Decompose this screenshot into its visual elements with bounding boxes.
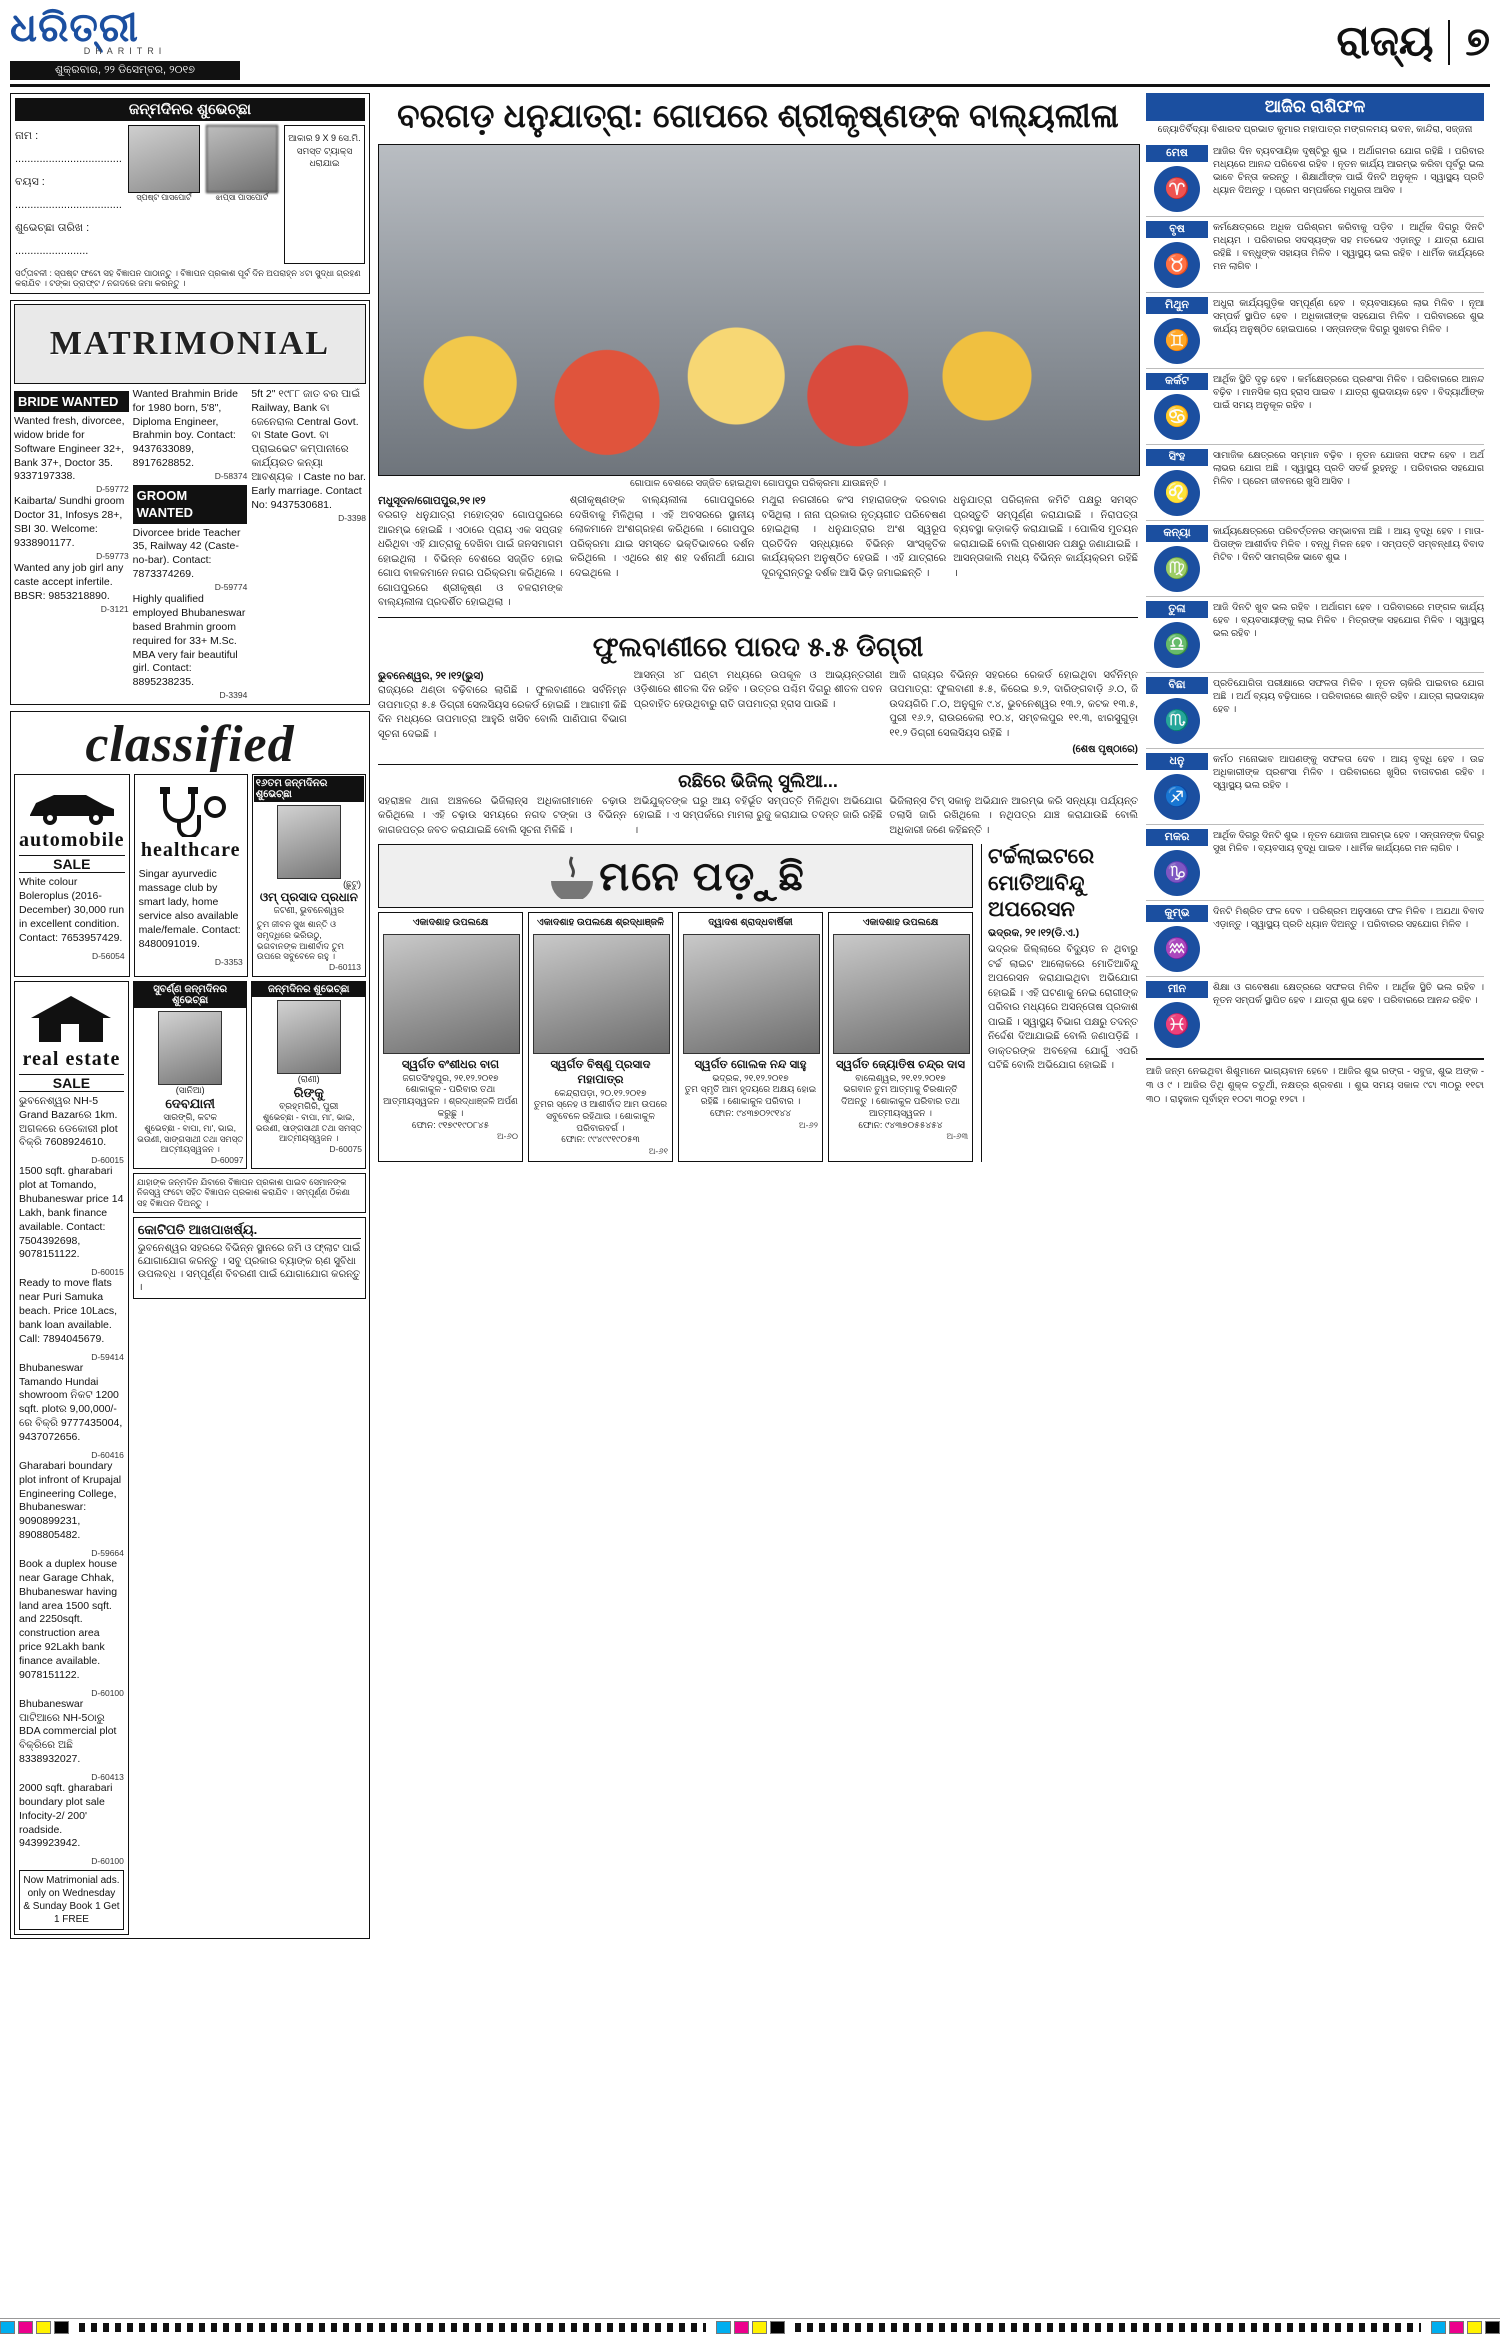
- obituary-phone: ଫୋନ: ୯୯୪୯୯୧୯୦୫୩: [561, 1134, 640, 1145]
- swatch-group-right: [1431, 2321, 1500, 2334]
- swatch-cyan: [1431, 2321, 1446, 2334]
- third-story: [378, 771, 1138, 839]
- ad-ref: D-59773: [96, 550, 129, 561]
- obituary-item: [678, 912, 823, 1162]
- lead-photo: [378, 144, 1140, 476]
- ad-ref: D-60416: [91, 1449, 124, 1460]
- swatch-cyan: [716, 2321, 731, 2334]
- sign-name: କର୍କଟ: [1146, 373, 1208, 390]
- birthday-greeting-box: [10, 93, 370, 294]
- greeting-name: ଦେବଯାନୀ: [165, 1095, 215, 1111]
- realestate-label: real estate: [22, 1047, 121, 1070]
- masthead: [10, 5, 1490, 87]
- lead-photo-image: [379, 145, 1139, 475]
- mane-padhithi-section: [378, 844, 973, 1162]
- automobile-ad: White colour Boleroplus (2016- December) 30,000 run in excellent condition. Contact: 7653957429.: [19, 876, 125, 944]
- realestate-ad: Bhubaneswar Tamando Hundai showroom ନିକଟ 1200 sqft. plotର 9,00,000/- ରେ ବିକ୍ରି 9777435004, 9437072656.: [19, 1361, 123, 1443]
- horoscope-sign-bichha: [1146, 673, 1484, 749]
- obituary-item: [378, 912, 523, 1162]
- greeting-name: ଓମ୍ ପ୍ରସାଦ ପ୍ରଧାନ: [259, 890, 358, 905]
- obituary-item: [828, 912, 973, 1162]
- swatch-group-left: [0, 2321, 69, 2334]
- matrimonial-ad: 5ft 2" ୧୯୮୮ ଜାତ ବର ପାଇଁ Railway, Bank ବା ଜେନେରାଲ Central Govt. ବା State Govt. ବା ପ୍ରାଇଭେଟ କମ୍ପାନୀରେ କାର୍ଯ୍ୟରତ କନ୍ୟା ଆବଶ୍ୟକ । Caste no bar. Early marriage. Contact No: 9437530681.: [251, 387, 366, 511]
- healthcare-label: healthcare: [140, 839, 241, 862]
- page-number: ୭: [1448, 20, 1490, 65]
- sign-emblem-block: [1146, 601, 1208, 668]
- sagittarius-icon: ♐: [1154, 774, 1200, 820]
- swatch-black: [1485, 2321, 1500, 2334]
- sign-name: ମୀନ: [1146, 981, 1208, 998]
- weather-column-1: [378, 669, 627, 758]
- greeting-card-1: [252, 774, 366, 977]
- mane-padhithi-banner: [378, 844, 973, 908]
- obituary-place: ଭଦ୍ରକ, ୨୧.୧୨.୨୦୧୭: [712, 1072, 789, 1083]
- lead-body-columns: [378, 494, 1138, 611]
- third-column-1: ସହରାଞ୍ଚଳ ଥାନା ଅଞ୍ଚଳରେ ଭିଜିଲାନ୍ସ ଅଧିକାରୀମାନେ ଚଢ଼ାଉ କରିଥିଲେ । ଏହି ଚଢ଼ାଉ ସମୟରେ ନଗଦ ଟଙ୍କା ଓ ବିଭିନ୍ନ କାଗଜପତ୍ର ଜବତ କରାଯାଇଛି ବୋଲି ସୂଚନା ମିଳିଛି ।: [378, 795, 627, 836]
- swatch-cyan: [0, 2321, 15, 2334]
- realestate-sale-label: SALE: [19, 1074, 124, 1092]
- sign-emblem-block: [1146, 145, 1208, 212]
- lead-photo-caption: ଗୋପାଳ ବେଶରେ ସଜ୍ଜିତ ହୋଇଥିବା ଗୋପପୁର ପରିକ୍ରମା ଯାଉଛନ୍ତି ।: [629, 478, 887, 490]
- obituary-item: [528, 912, 673, 1162]
- greeting-message: ଶୁଭେଚ୍ଛା - ବାପା, ମା', ଭାଇ, ଭଉଣୀ, ସାଙ୍ଗସାଥୀ ତଥା ସମସ୍ତ ଆତ୍ମୀୟସ୍ୱଜନ ।: [137, 1122, 244, 1155]
- obituary-photo: [833, 934, 970, 1054]
- gemini-icon: ♊: [1154, 318, 1200, 364]
- sign-text: କର୍ମଠ ମନୋଭାବ ଆପଣଙ୍କୁ ସଫଳତା ଦେବ । ଆୟ ବୃଦ୍ଧି ହେବ । ଉଚ୍ଚ ଅଧିକାରୀଙ୍କ ପ୍ରଶଂସା ମିଳିବ । ପରିବାରରେ ଖୁସିର ବାତାବରଣ ରହିବ । ସ୍ୱାସ୍ଥ୍ୟ ଭଲ ରହିବ ।: [1213, 753, 1484, 791]
- sign-emblem-block: [1146, 449, 1208, 516]
- aquarius-icon: ♒: [1154, 926, 1200, 972]
- horoscope-sign-mithuna: [1146, 293, 1484, 369]
- swatch-yellow: [752, 2321, 767, 2334]
- third-column-2: ଅଭିଯୁକ୍ତଙ୍କ ଘରୁ ଆୟ ବହିର୍ଭୂତ ସମ୍ପତ୍ତି ମିଳିଥିବା ଅଭିଯୋଗ ହୋଇଛି । ଏ ସମ୍ପର୍କରେ ମାମଲା ରୁଜୁ କରାଯାଇ ତଦନ୍ତ ଜାରି ରହିଛି ।: [633, 795, 883, 836]
- car-icon: [24, 785, 120, 827]
- lead-text: ବରଗଡ଼ ଧନୁଯାତ୍ରା ମହୋତ୍ସବ ଗୋପପୁରରେ ଆରମ୍ଭ ହୋଇଛି । ଏଠାରେ ପ୍ରାୟ ଏକ ସପ୍ତାହ ଧରିଥିବା ଏହି ଯାତ୍ରାକୁ ଦେଖିବା ପାଇଁ ଜନସମାଗମ ହୋଇଥିଲା । ବିଭିନ୍ନ ବେଶରେ ସଜ୍ଜିତ ହୋଇ ଗୋପ ବାଳକମାନେ ନଗର ପରିକ୍ରମା କରିଥିଲେ । ଗୋପପୁରରେ ଶ୍ରୀକୃଷ୍ଣ ଓ ବଳରାମଙ୍କ ବାଲ୍ୟଲୀଳା ପ୍ରଦର୍ଶିତ ହୋଇଥିଲା ।: [378, 510, 563, 609]
- ad-ref: ଅ-୬୧: [648, 1146, 668, 1157]
- birthday-photo-sample-2: [206, 125, 278, 264]
- third-columns: [378, 795, 1138, 839]
- ad-ref: D-60100: [91, 1856, 124, 1867]
- divider: [378, 617, 1138, 618]
- obituary-row: [378, 912, 973, 1162]
- sign-text: ଆର୍ଥିକ ସ୍ଥିତି ଦୃଢ଼ ହେବ । କର୍ମକ୍ଷେତ୍ରରେ ପ୍ରଶଂସା ମିଳିବ । ପରିବାରରେ ଆନନ୍ଦ ବଢ଼ିବ । ମାନସିକ ଚାପ ହ୍ରାସ ପାଇବ । ଯାତ୍ରା ଶୁଭଦାୟକ ହେବ । ବିଦ୍ୟାର୍ଥୀଙ୍କ ପାଇଁ ସମୟ ଅନୁକୂଳ ରହିବ ।: [1213, 373, 1484, 411]
- horoscope-sign-kanya: [1146, 521, 1484, 597]
- koti-box: [133, 1217, 366, 1299]
- obituary-message: ଶୋକାକୁଳ - ପରିବାର ତଥା ଆତ୍ମୀୟସ୍ୱଜନ । ଶ୍ରଦ୍ଧାଞ୍ଜଳି ଅର୍ପଣ କରୁଛୁ ।: [383, 1084, 518, 1118]
- swatch-yellow: [1467, 2321, 1482, 2334]
- birthday-form-fields: [15, 125, 122, 264]
- scorpio-icon: ♏: [1154, 698, 1200, 744]
- eye-dateline: ଭଦ୍ରକ, ୨୧।୧୨(ଡି.ଏ.): [988, 927, 1080, 940]
- horoscope-header: ଆଜିର ରାଶିଫଳ: [1146, 93, 1484, 121]
- ad-ref: D-60413: [91, 1771, 124, 1782]
- greeting-message: ଶୁଭେଚ୍ଛା - ବାପା, ମା', ଭାଇ, ଭଉଣୀ, ସାଙ୍ଗସାଥୀ ତଥା ସମସ୍ତ ଆତ୍ମୀୟସ୍ୱଜନ ।: [255, 1111, 362, 1144]
- weather-dateline: ଭୁବନେଶ୍ୱର, ୨୧।୧୨(ଭୁସ): [378, 669, 484, 682]
- birthday-field-age[interactable]: ବୟସ : ...................................: [15, 176, 122, 212]
- horoscope-sign-kumbha: [1146, 901, 1484, 977]
- obituary-name: ସ୍ୱର୍ଗତ ଜ୍ୟୋତିଷ ଚନ୍ଦ୍ର ଦାସ: [836, 1058, 965, 1071]
- matrimonial-ad: Highly qualified employed Bhubaneswar based Brahmin groom required for 33+ M.Sc. MBA very fair beautiful girl. Contact: 8895238235.: [132, 593, 246, 689]
- sign-emblem-block: [1146, 221, 1208, 288]
- koti-body: ଭୁବନେଶ୍ୱର ସହରରେ ବିଭିନ୍ନ ସ୍ଥାନରେ ଜମି ଓ ଫ୍ଲାଟ ପାଇଁ ଯୋଗାଯୋଗ କରନ୍ତୁ । ସବୁ ପ୍ରକାର ବ୍ୟାଙ୍କ ଋଣ ସୁବିଧା ଉପଲବ୍ଧ । ସମ୍ପୂର୍ଣ୍ଣ ବିବରଣୀ ପାଇଁ ଯୋଗାଯୋଗ କରନ୍ତୁ ।: [137, 1242, 361, 1293]
- registration-line-right: [795, 2323, 1422, 2332]
- matrimonial-ad: Divorcee bride Teacher 35, Railway 42 (Caste-no-bar). Contact: 7873374269.: [132, 526, 241, 581]
- print-registration-bar: [0, 2318, 1500, 2335]
- sign-emblem-block: [1146, 525, 1208, 592]
- healthcare-ad: Singar ayurvedic massage club by smart lady, home service also available male/female. Contact: 8480091019.: [138, 868, 241, 950]
- obituary-occasion: ଦ୍ୱାଦଶ ଶ୍ରାଦ୍ଧବାର୍ଷିକୀ: [708, 917, 793, 929]
- weather-columns: [378, 669, 1138, 758]
- sample-photo-clear: [128, 125, 200, 193]
- ad-ref: D-3394: [219, 690, 248, 701]
- sign-text: ଦିନଟି ମିଶ୍ରିତ ଫଳ ଦେବ । ପରିଶ୍ରମ ଅନୁସାରେ ଫଳ ମିଳିବ । ଅଯଥା ବିବାଦ ଏଡ଼ାନ୍ତୁ । ସ୍ୱାସ୍ଥ୍ୟ ପ୍ରତି ଧ୍ୟାନ ଦିଅନ୍ତୁ । ପରିବାରର ସହଯୋଗ ମିଳିବ ।: [1213, 905, 1484, 929]
- masthead-section: [1336, 18, 1490, 66]
- ad-ref: D-3121: [100, 603, 129, 614]
- greeting-cards-column: [133, 981, 366, 1935]
- classified-section: [10, 711, 370, 1939]
- weather-story: [378, 624, 1138, 758]
- weather-text: ଆଜି ରାଜ୍ୟର ବିଭିନ୍ନ ସହରରେ ରେକର୍ଡ ହୋଇଥିବା ସର୍ବନିମ୍ନ ତାପମାତ୍ରା: ଫୁଲବାଣୀ ୫.୫, କିରେଇ ୭.୨, ଦାରିଙ୍ଗବାଡ଼ି ୬.୦, ଜି ଉଦୟଗିରି ୮.୦, ଅନୁଗୁଳ ୯.୪, ଭୁବନେଶ୍ୱର ୧୩.୨, କଟକ ୧୩.୫, ପୁରୀ ୧୬.୨, ରାଉରକେଲା ୧୦.୪, ସମ୍ବଲପୁର ୧୧.୩, ଝାରସୁଗୁଡ଼ା ୧୧.୨ ଡିଗ୍ରୀ ସେଲସିୟସ ରହିଛି ।: [889, 669, 1139, 739]
- obituary-occasion: ଏକାଦଶାହ ଉପଲକ୍ଷେ ଶ୍ରଦ୍ଧାଞ୍ଜଳି: [537, 917, 664, 929]
- greeting-header: ସୁବର୍ଣ୍ଣ ଜନ୍ମଦିନର ଶୁଭେଚ୍ଛା: [134, 982, 247, 1008]
- matrimonial-columns: [14, 388, 366, 702]
- sample-photo-clear-caption: ସ୍ପଷ୍ଟ ପାସପୋର୍ଟ: [136, 193, 192, 202]
- sign-text: ଶିକ୍ଷା ଓ ଗବେଷଣା କ୍ଷେତ୍ରରେ ସଫଳତା ମିଳିବ । ଆର୍ଥିକ ସ୍ଥିତି ଭଲ ରହିବ । ନୂତନ ସମ୍ପର୍କ ସ୍ଥାପିତ ହେବ । ଯାତ୍ରା ଶୁଭ ହେବ । ପରିବାରରେ ଆନନ୍ଦ ରହିବ ।: [1213, 981, 1484, 1005]
- sign-emblem-block: [1146, 297, 1208, 364]
- realestate-ad: 1500 sqft. gharabari plot at Tomando, Bhubaneswar price 14 Lakh, bank finance available. Contact: 7504392698, 9078151122.: [19, 1165, 124, 1261]
- third-column-3: ଭିଜିଲାନ୍ସ ଟିମ୍ ସକାଳୁ ଅଭିଯାନ ଆରମ୍ଭ କରି ସନ୍ଧ୍ୟା ପର୍ଯ୍ୟନ୍ତ ତଲାସି ଜାରି ରଖିଥିଲେ । ନଥିପତ୍ର ଯାଞ୍ଚ କରାଯାଉଛି ବୋଲି ଅଧିକାରୀ ଜଣେ କହିଛନ୍ତି ।: [889, 795, 1139, 836]
- birthday-box-body: [15, 125, 365, 264]
- ad-ref: D-59774: [214, 581, 248, 592]
- greeting-place: ବ୍ରହ୍ମଗିରି, ପୁରୀ: [279, 1100, 339, 1111]
- obituary-phone: ଫୋନ: ୯୪୩୭୦୫୫୪୫୪: [858, 1119, 943, 1130]
- diya-lamp-icon: [545, 853, 599, 899]
- matrimonial-col-1: [14, 388, 129, 702]
- ad-ref: D-56054: [91, 950, 125, 961]
- greeting-tag: (ରାଣୀ): [297, 1073, 320, 1084]
- obituary-photo: [383, 934, 520, 1054]
- weather-headline: ଫୁଲବାଣୀରେ ପାରଦ ୫.୫ ଡିଗ୍ରୀ: [592, 631, 924, 662]
- obituary-place: ଜଗତସିଂହପୁର, ୨୧.୧୨.୨୦୧୭: [402, 1072, 499, 1083]
- sign-name: କନ୍ୟା: [1146, 525, 1208, 542]
- greeting-name: ରିଙ୍କୁ: [293, 1084, 324, 1100]
- house-icon: [23, 992, 119, 1046]
- horoscope-sign-karkata: [1146, 369, 1484, 445]
- classified-row-2: [14, 981, 366, 1935]
- koti-title: କୋଟିପତି ଆଖପାଖର୍ଷ୍ୟ.: [138, 1222, 361, 1239]
- registration-line-left: [79, 2323, 706, 2332]
- weather-continue: (ଶେଷ ପୃଷ୍ଠାରେ): [1072, 744, 1139, 756]
- horoscope-sign-meena: [1146, 977, 1484, 1052]
- obituary-phone: ଫୋନ: ୯୧୭୯୧୯୦୮୪୫: [411, 1119, 490, 1130]
- bride-wanted-header: BRIDE WANTED: [14, 391, 129, 412]
- lead-column-2: ଶ୍ରୀକୃଷ୍ଣଙ୍କ ବାଲ୍ୟଲୀଳା ଗୋପପୁରରେ ଦେଖିବାକୁ ମିଳିଥିଲା । ଏହି ଅବସରରେ ସ୍ଥାନୀୟ ଲୋକମାନେ ଅଂଶଗ୍ରହଣ କରିଥିଲେ । ଗୋପପୁର ପରିକ୍ରମା ଯାଇ ସମସ୍ତେ ଭକ୍ତିଭାବରେ ଦର୍ଶନ କରିଥିଲେ । ଏଥିରେ ଶହ ଶହ ଦର୍ଶନାର୍ଥୀ ଯୋଗ ଦେଇଥିଲେ ।: [569, 495, 755, 579]
- greeting-place: ଜଟଣୀ, ଭୁବନେଶ୍ୱର: [273, 905, 345, 916]
- sign-emblem-block: [1146, 829, 1208, 896]
- obituary-name: ସ୍ୱର୍ଗତ ବଂଶୀଧର ବାଗ: [401, 1058, 500, 1071]
- automobile-label: automobile: [19, 829, 125, 852]
- ad-ref: D-60075: [329, 1143, 363, 1154]
- realestate-ad: Book a duplex house near Garage Chhak, Bhubaneswar having land area 1500 sqft. and 2250sqft. construction area price 92Lakh bank finance available. 9078151122.: [19, 1557, 118, 1681]
- cancer-icon: ♋: [1154, 394, 1200, 440]
- matrimonial-section: [10, 300, 370, 706]
- ad-ref: D-59664: [91, 1547, 124, 1558]
- third-headline: ରଛିରେ ଭିଜିଲ୍ ସୁଲିଆ...: [678, 770, 838, 791]
- taurus-icon: ♉: [1154, 242, 1200, 288]
- sign-text: ସାମାଜିକ କ୍ଷେତ୍ରରେ ସମ୍ମାନ ବଢ଼ିବ । ନୂତନ ଯୋଜନା ସଫଳ ହେବ । ଅର୍ଥ ଲାଭର ଯୋଗ ଅଛି । ସ୍ୱାସ୍ଥ୍ୟ ପ୍ରତି ସତର୍କ ରୁହନ୍ତୁ । ପରିବାରର ସହଯୋଗ ମିଳିବ । ପ୍ରେମ ଜୀବନରେ ଖୁସି ଆସିବ ।: [1213, 449, 1484, 487]
- obituary-place: ବାଲେଶ୍ୱର, ୨୧.୧୨.୨୦୧୭: [855, 1072, 946, 1083]
- sign-emblem-block: [1146, 753, 1208, 820]
- matrimonial-col-3: [251, 388, 366, 702]
- classified-row-1: [14, 774, 366, 977]
- sign-name: ତୁଳା: [1146, 601, 1208, 618]
- ad-ref: D-60113: [329, 961, 361, 972]
- libra-icon: ♎: [1154, 622, 1200, 668]
- virgo-icon: ♍: [1154, 546, 1200, 592]
- greeting-place: ସାରଙ୍ଗି, କଟକ: [163, 1111, 217, 1122]
- sign-text: ଆର୍ଥିକ ଦିଗରୁ ଦିନଟି ଶୁଭ । ନୂତନ ଯୋଜନା ଆରମ୍ଭ ହେବ । ସନ୍ତାନଙ୍କ ଦିଗରୁ ସୁଖ ମିଳିବ । ବ୍ୟବସାୟ ବୃଦ୍ଧି ପାଇବ । ଧାର୍ମିକ କାର୍ଯ୍ୟରେ ମନ ଲାଗିବ ।: [1213, 829, 1484, 853]
- obituary-message: ତୁମ ସ୍ମୃତି ଆମ ହୃଦୟରେ ଅକ୍ଷୟ ହୋଇ ରହିଛି । ଶୋକାକୁଳ ପରିବାର ।: [684, 1084, 817, 1107]
- horoscope-sign-dhanu: [1146, 749, 1484, 825]
- sign-text: କାର୍ଯ୍ୟକ୍ଷେତ୍ରରେ ପରିବର୍ତ୍ତନର ସମ୍ଭାବନା ଅଛି । ଆୟ ବୃଦ୍ଧି ହେବ । ମାତା-ପିତାଙ୍କ ଆଶୀର୍ବାଦ ମିଳିବ । ବନ୍ଧୁ ମିଳନ ହେବ । ସମ୍ପତ୍ତି ସମ୍ବନ୍ଧୀୟ ବିବାଦ ମିଟିବ । ଦିନଟି ସାମଗ୍ରିକ ଭାବେ ଶୁଭ ।: [1213, 525, 1484, 563]
- capricorn-icon: ♑: [1154, 850, 1200, 896]
- sign-name: କୁମ୍ଭ: [1146, 905, 1208, 922]
- classified-title: classified: [85, 716, 295, 774]
- horoscope-sign-simha: [1146, 445, 1484, 521]
- classified-automobile: [14, 774, 130, 977]
- right-column: [1146, 93, 1484, 1945]
- sign-text: ଆଜିର ଦିନ ବ୍ୟବସାୟିକ ଦୃଷ୍ଟିରୁ ଶୁଭ । ଅର୍ଥାଗମର ଯୋଗ ରହିଛି । ପରିବାର ମଧ୍ୟରେ ଆନନ୍ଦ ପରିବେଶ ରହିବ । ନୂତନ କାର୍ଯ୍ୟ ଆରମ୍ଭ କରିବା ପୂର୍ବରୁ ଭଲ ଭାବେ ଚିନ୍ତା କରନ୍ତୁ । ଶିକ୍ଷାର୍ଥୀଙ୍କ ପାଇଁ ଦିନଟି ଅନୁକୂଳ । ସ୍ୱାସ୍ଥ୍ୟ ପ୍ରତି ଧ୍ୟାନ ଦିଅନ୍ତୁ । ପ୍ରେମ ସମ୍ପର୍କରେ ମଧୁରତା ଆସିବ ।: [1213, 145, 1484, 196]
- sign-name: ମିଥୁନ: [1146, 297, 1208, 314]
- ad-size-note: ଆକାର 9 X 9 ସେ.ମି. ସମସ୍ତ ଟ୍ୟାକ୍ସ ଧରାଯାଇ: [284, 125, 365, 264]
- ad-ref: D-60015: [91, 1155, 124, 1166]
- birthday-box-header: ଜନ୍ମଦିନର ଶୁଭେଚ୍ଛା: [15, 98, 365, 121]
- birthday-field-date[interactable]: ଶୁଭେଚ୍ଛା ତାରିଖ : ........................: [15, 222, 90, 258]
- automobile-sale-label: SALE: [19, 855, 125, 873]
- matrimonial-ad: Wanted Brahmin Bride for 1980 born, 5'8", Diploma Engineer, Brahmin boy. Contact: 9437633089, 8917628852.: [132, 387, 238, 470]
- eye-body: ଭଦ୍ରକ ଜିଲ୍ଲାରେ ବିଦ୍ୟୁତ ନ ଥିବାରୁ ଟର୍ଚ୍ଚ ଲାଇଟ ଆଲୋକରେ ମୋତିଆବିନ୍ଦୁ ଅପରେସନ କରାଯାଇଥିବା ଅଭିଯୋଗ ହୋଇଛି । ଏହି ଘଟଣାକୁ ନେଇ ରୋଗୀଙ୍କ ପରିବାର ମଧ୍ୟରେ ଅସନ୍ତୋଷ ପ୍ରକାଶ ପାଇଛି । ସ୍ୱାସ୍ଥ୍ୟ ବିଭାଗ ପକ୍ଷରୁ ତଦନ୍ତ ନିର୍ଦ୍ଦେଶ ଦିଆଯାଇଛି ବୋଲି ଜଣାପଡ଼ିଛି । ଡାକ୍ତରଙ୍କ ଅବହେଳା ଯୋଗୁଁ ଏପରି ଘଟିଛି ବୋଲି ଅଭିଯୋଗ ହୋଇଛି ।: [988, 944, 1138, 1072]
- middle-column: [378, 93, 1138, 1945]
- page-grid: [10, 93, 1490, 1945]
- horoscope-sign-mesha: [1146, 141, 1484, 217]
- greeting-card-3: [251, 981, 366, 1169]
- ad-ref: ଅ-୬୨: [798, 1119, 818, 1130]
- secondary-stories: [378, 624, 1138, 758]
- ad-ref: D-58374: [214, 470, 248, 481]
- realestate-ad: ଭୁବନେଶ୍ୱର NH-5 Grand Bazarରେ 1km. ଅଗଳରେ ଡେକୋରୀ plot ବିକ୍ରି 7608924610.: [19, 1094, 118, 1149]
- obituary-photo: [533, 934, 670, 1054]
- classified-footer-note: Now Matrimonial ads. only on Wednesday & Sunday Book 1 Get 1 FREE: [19, 1870, 124, 1930]
- weather-column-3: [889, 669, 1138, 758]
- matrimonial-ad: Wanted any job girl any caste accept infertile. BBSR: 9853218890.: [14, 562, 124, 602]
- sign-name: ମକର: [1146, 829, 1208, 846]
- lead-dateline: ମଧୁସୂଦନ/ଗୋପପୁର,୨୧।୧୨: [378, 495, 486, 508]
- stethoscope-icon: [145, 785, 237, 837]
- obituary-occasion: ଏକାଦଶାହ ଉପଲକ୍ଷେ: [412, 917, 489, 929]
- realestate-ad: Gharabari boundary plot infront of Krupajal Engineering College, Bhubaneswar: 9090899231, 8908805482.: [19, 1459, 122, 1542]
- greeting-header: ଜନ୍ମଦିନର ଶୁଭେଚ୍ଛା: [252, 982, 365, 997]
- eye-story: [981, 844, 1138, 1162]
- pisces-icon: ♓: [1154, 1002, 1200, 1048]
- ad-ref: D-3398: [338, 512, 367, 523]
- ad-ref: D-60015: [91, 1267, 124, 1278]
- sign-text: ପ୍ରତିଯୋଗିତା ପରୀକ୍ଷାରେ ସଫଳତା ମିଳିବ । ନୂତନ ଚାକିରି ପାଇବାର ଯୋଗ ଅଛି । ଅର୍ଥ ବ୍ୟୟ ବଢ଼ିପାରେ । ପରିବାରରେ ଶାନ୍ତି ରହିବ । ଯାତ୍ରା ଲାଭଦାୟକ ହେବ ।: [1213, 677, 1484, 715]
- greeting-message: ତୁମ ଜୀବନ ସୁଖ ଶାନ୍ତି ଓ ସମୃଦ୍ଧିରେ ଭରିଉଠୁ, ଭଗବାନଙ୍କ ଆଶୀର୍ବାଦ ତୁମ ଉପରେ ସବୁବେଳେ ରହୁ ।: [256, 919, 345, 962]
- matrimonial-col-2: [133, 388, 248, 702]
- greeting-photo: [158, 1011, 222, 1085]
- sign-name: ବିଛା: [1146, 677, 1208, 694]
- matrimonial-banner: [14, 304, 366, 384]
- sign-text: ଆଜି ଦିନଟି ଖୁବ ଭଲ ରହିବ । ଅର୍ଥାଗମ ହେବ । ପରିବାରରେ ମଙ୍ଗଳ କାର୍ଯ୍ୟ ହେବ । ବ୍ୟବସାୟୀଙ୍କୁ ଲାଭ ମିଳିବ । ମିତ୍ରଙ୍କ ସହଯୋଗ ମିଳିବ । ସ୍ୱାସ୍ଥ୍ୟ ଭଲ ରହିବ ।: [1213, 601, 1484, 639]
- horoscope-footer-note: ଆଜି ଜନ୍ମ ନେଇଥିବା ଶିଶୁମାନେ ଭାଗ୍ୟବାନ ହେବେ । ଆଜିର ଶୁଭ ରଙ୍ଗ - ସବୁଜ, ଶୁଭ ଅଙ୍କ - ୩ ଓ ୯ । ଆଜିର ତିଥି ଶୁକ୍ଳ ଚତୁର୍ଥୀ, ନକ୍ଷତ୍ର ଶ୍ରବଣା । ଶୁଭ ସମୟ ସକାଳ ୯ଟା ୩୦ରୁ ୧୧ଟା ୩୦ । ରାହୁକାଳ ପୂର୍ବାହ୍ନ ୧୦ଟା ୩୦ରୁ ୧୨ଟା ।: [1146, 1058, 1484, 1108]
- matrimonial-banner-text: MATRIMONIAL: [49, 324, 331, 362]
- mane-padhithi-text: ମନେ ପଡ଼ୁଛି: [599, 853, 806, 899]
- obituary-name: ସ୍ୱର୍ଗତ ବିଷ୍ଣୁ ପ୍ରସାଦ ମହାପାତ୍ର: [550, 1058, 651, 1086]
- sample-photo-blurred: [206, 125, 278, 193]
- masthead-logo-block: [10, 5, 240, 80]
- lead-column-1: [378, 494, 563, 611]
- ad-ref: D-60100: [91, 1687, 124, 1698]
- aries-icon: ♈: [1154, 166, 1200, 212]
- sign-text: ଅଧୁରା କାର୍ଯ୍ୟଗୁଡ଼ିକ ସମ୍ପୂର୍ଣ୍ଣ ହେବ । ବ୍ୟବସାୟରେ ଲାଭ ମିଳିବ । ନୂଆ ସମ୍ପର୍କ ସ୍ଥାପିତ ହେବ । ଅଧିକାରୀଙ୍କ ସହଯୋଗ ମିଳିବ । ପରିବାରରେ ଶୁଭ କାର୍ଯ୍ୟ ଅନୁଷ୍ଠିତ ହୋଇପାରେ । ସନ୍ତାନଙ୍କ ଦିଗରୁ ସୁଖବର ମିଳିବ ।: [1213, 297, 1484, 335]
- sign-name: ଧନୁ: [1146, 753, 1208, 770]
- ad-ref: D-3353: [214, 956, 243, 967]
- lead-headline: ବରଗଡ଼ ଧନୁଯାତ୍ରା: ଗୋପରେ ଶ୍ରୀକୃଷ୍ଣଙ୍କ ବାଲ୍ୟଲୀଳା: [397, 97, 1119, 134]
- horoscope-sign-tula: [1146, 597, 1484, 673]
- leo-icon: ♌: [1154, 470, 1200, 516]
- greeting-tag: (ସାନିଆ): [175, 1084, 205, 1095]
- greeting-photo: [277, 805, 341, 879]
- obituary-message: ଭଗବାନ ତୁମ ଆତ୍ମାକୁ ଚିରଶାନ୍ତି ଦିଅନ୍ତୁ । ଶୋକାକୁଳ ପରିବାର ତଥା ଆତ୍ମୀୟସ୍ୱଜନ ।: [841, 1084, 960, 1118]
- newspaper-logo-sub: DHARITRI: [83, 46, 167, 56]
- realestate-ad: Bhubaneswar ପାଟିଆରେ NH-5ଠାରୁ BDA commercial plot ବିକ୍ରିରେ ଅଛି 8338932027.: [19, 1697, 117, 1766]
- sign-name: ବୃଷ: [1146, 221, 1208, 238]
- groom-wanted-header: GROOM WANTED: [133, 485, 248, 523]
- lead-column-4: ଧନୁଯାତ୍ରା ପରିଚାଳନା କମିଟି ପକ୍ଷରୁ ସମସ୍ତ ପ୍ରସ୍ତୁତି ସମ୍ପୂର୍ଣ୍ଣ କରାଯାଇଛି । ନିରାପତ୍ତା ବ୍ୟବସ୍ଥା କଡ଼ାକଡ଼ି କରାଯାଇଛି । ପୋଲିସ ମୁତୟନ କରାଯାଇଛି ବୋଲି ପ୍ରଶାସନ ପକ୍ଷରୁ ଜଣାଯାଇଛି । ଆସନ୍ତାକାଲି ମଧ୍ୟ ବିଭିନ୍ନ କାର୍ଯ୍ୟକ୍ରମ ରହିଛି ।: [953, 495, 1138, 579]
- greetings-bottom-note: ଯାହାଙ୍କ ଜନ୍ମଦିନ ଯିବାରେ ବିଜ୍ଞାପନ ପ୍ରକାଶ ପାଇବ ସେମାନଙ୍କ ନିଜସ୍ୱ ଫଟୋ ସହିତ ବିଜ୍ଞାପନ ପ୍ରକାଶ କରାଯିବ । ସମ୍ପୂର୍ଣ୍ଣ ଠିକଣା ସହ ବିଜ୍ଞାପନ ଦିଅନ୍ତୁ ।: [133, 1173, 366, 1213]
- swatch-magenta: [18, 2321, 33, 2334]
- swatch-yellow: [36, 2321, 51, 2334]
- ad-ref: ଅ-୬୩: [946, 1131, 968, 1142]
- obituary-phone: ଫୋନ: ୯୪୩୭୦୨୯୧୪୪: [710, 1107, 791, 1118]
- obituary-message: ତୁମର ସ୍ନେହ ଓ ଆଶୀର୍ବାଦ ଆମ ଉପରେ ସବୁବେଳେ ରହିଥାଉ । ଶୋକାକୁଳ ପରିବାରବର୍ଗ ।: [533, 1099, 668, 1133]
- ad-ref: D-59414: [91, 1351, 124, 1362]
- eye-headline: ଟର୍ଚ୍ଚଲାଇଟରେ ମୋତିଆବିନ୍ଦୁ ଅପରେସନ: [988, 845, 1095, 921]
- greeting-tag: (ଛୁଟୁ): [343, 879, 361, 890]
- weather-column-2: ଆସନ୍ତା ୪୮ ଘଣ୍ଟା ମଧ୍ୟରେ ଉପକୂଳ ଓ ଆଭ୍ୟନ୍ତରୀଣ ଓଡ଼ିଶାରେ ଶୀତଲ ଦିନ ରହିବ । ଉତ୍ତର ପଶ୍ଚିମ ଦିଗରୁ ଶୀତଳ ପବନ ପ୍ରବାହିତ ହେଉଥିବାରୁ ରାତି ତାପମାତ୍ରା ହ୍ରାସ ପାଉଛି ।: [633, 669, 883, 710]
- horoscope-sign-makara: [1146, 825, 1484, 901]
- sign-name: ସିଂହ: [1146, 449, 1208, 466]
- ad-ref: D-60097: [210, 1154, 244, 1165]
- swatch-magenta: [1449, 2321, 1464, 2334]
- horoscope-sign-vrushaba: [1146, 217, 1484, 293]
- swatch-group-mid: [716, 2321, 785, 2334]
- matrimonial-ad: Kaibarta/ Sundhi groom Doctor 31, Infosys 28+, SBI 30. Welcome: 9338901177.: [14, 495, 125, 550]
- sign-emblem-block: [1146, 981, 1208, 1048]
- bottom-section: [378, 844, 1138, 1162]
- horoscope-astrologer: ଜ୍ୟୋତିର୍ବିଦ୍ୟା ବିଶାରଦ ପ୍ରଭାତ କୁମାର ମହାପାତ୍ର ମଙ୍ଗଳମୟ ଭବନ, କାନ୍ଦିରା, ସଜ୍ଜନା: [1157, 124, 1473, 135]
- obituary-name: ସ୍ୱର୍ଗତ ଗୋଲକ ନନ୍ଦ ସାହୁ: [694, 1058, 807, 1071]
- obituary-occasion: ଏକାଦଶାହ ଉପଲକ୍ଷେ: [862, 917, 939, 929]
- sample-photo-blurred-caption: ଝାପ୍ସା ପାସପୋର୍ଟ: [215, 193, 269, 202]
- realestate-ad: 2000 sqft. gharabari boundary plot sale Infocity-2/ 200' roadside. 9439923942.: [19, 1781, 113, 1850]
- swatch-magenta: [734, 2321, 749, 2334]
- divider: [378, 764, 1138, 765]
- sign-emblem-block: [1146, 677, 1208, 744]
- ad-ref: D-59772: [96, 484, 129, 495]
- greeting-header: ୧୬ତମ ଜନ୍ମଦିନର ଶୁଭେଚ୍ଛା: [254, 776, 364, 802]
- sign-emblem-block: [1146, 373, 1208, 440]
- obituary-place: କେନ୍ଦ୍ରାପଡ଼ା, ୨୦.୧୨.୨୦୧୭: [554, 1087, 647, 1098]
- obituary-photo: [683, 934, 820, 1054]
- greeting-card-2: [133, 981, 248, 1169]
- classified-healthcare: [134, 774, 248, 977]
- birthday-photo-sample-1: [128, 125, 200, 264]
- sign-name: ମେଷ: [1146, 145, 1208, 162]
- left-column: [10, 93, 370, 1945]
- greeting-cards-row: [133, 981, 366, 1169]
- birthday-terms: ସର୍ତ୍ତାବଳୀ : ସ୍ପଷ୍ଟ ଫଟୋ ସହ ବିଜ୍ଞାପନ ପାଠାନ୍ତୁ । ବିଜ୍ଞାପନ ପ୍ରକାଶ ପୂର୍ବ ଦିନ ଅପରାହ୍ନ ୪ଟା ସୁଦ୍ଧା ଗ୍ରହଣ କରାଯିବ । ଟଙ୍କା ଡ୍ରାଫ୍ଟ / ନଗଦରେ ଜମା କରନ୍ତୁ ।: [15, 267, 361, 289]
- weather-text: ରାଜ୍ୟରେ ଥଣ୍ଡା ବଢ଼ିବାରେ ଲାଗିଛି । ଫୁଲବାଣୀରେ ସର୍ବନିମ୍ନ ତାପମାତ୍ରା ୫.୫ ଡିଗ୍ରୀ ସେଲସିୟସ ରେକର୍ଡ ହୋଇଛି । ଆଗାମୀ କିଛି ଦିନ ମଧ୍ୟରେ ତାପମାତ୍ରା ଆହୁରି ଖସିବ ବୋଲି ପାଣିପାଗ ବିଭାଗ ସୂଚନା ଦେଇଛି ।: [378, 685, 627, 740]
- swatch-black: [770, 2321, 785, 2334]
- birthday-field-name[interactable]: ନାମ : ...................................: [15, 130, 122, 166]
- ad-ref: ଅ-୬୦: [496, 1131, 518, 1142]
- section-title: ରାଜ୍ୟ: [1336, 19, 1434, 65]
- lead-column-3: ମଥୁରା ନଗରୀରେ କଂସ ମହାରାଜଙ୍କ ଦରବାର ବସିଥିଲା । ନାନା ପ୍ରକାର ନୃତ୍ୟଗୀତ ପରିବେଷଣ ହୋଇଥିଲା । ଧନୁଯାତ୍ରାର ଅଂଶ ସ୍ୱରୂପ ପ୍ରତିଦିନ ସନ୍ଧ୍ୟାରେ ବିଭିନ୍ନ ସାଂସ୍କୃତିକ କାର୍ଯ୍ୟକ୍ରମ ଅନୁଷ୍ଠିତ ହେଉଛି । ଏହି ଯାତ୍ରାରେ ଦୂରଦୂରାନ୍ତରୁ ଦର୍ଶକ ଆସି ଭିଡ଼ ଜମାଇଛନ୍ତି ।: [761, 495, 947, 579]
- greeting-photo: [277, 1000, 341, 1074]
- sign-emblem-block: [1146, 905, 1208, 972]
- sign-text: କର୍ମକ୍ଷେତ୍ରରେ ଅଧିକ ପରିଶ୍ରମ କରିବାକୁ ପଡ଼ିବ । ଆର୍ଥିକ ଦିଗରୁ ଦିନଟି ମଧ୍ୟମ । ପରିବାରର ସଦସ୍ୟଙ୍କ ସହ ମତଭେଦ ଏଡ଼ାନ୍ତୁ । ଯାତ୍ରା ଯୋଗ ରହିଛି । ବନ୍ଧୁଙ୍କ ସହାୟତା ମିଳିବ । ସ୍ୱାସ୍ଥ୍ୟ ଭଲ ରହିବ । ଧାର୍ମିକ କାର୍ଯ୍ୟରେ ମନ ଲାଗିବ ।: [1213, 221, 1484, 272]
- matrimonial-ad: Wanted fresh, divorcee, widow bride for Software Engineer 32+, Bank 37+, Doctor 35. 9337197338.: [14, 414, 125, 483]
- realestate-ad: Ready to move flats near Puri Samuka beach. Price 10Lacs, bank loan available. Call: 7894045679.: [19, 1277, 118, 1345]
- classified-realestate: [14, 981, 129, 1935]
- swatch-black: [54, 2321, 69, 2334]
- newspaper-logo: ଧରିତ୍ରୀ: [10, 5, 139, 50]
- publication-date: ଶୁକ୍ରବାର, ୨୨ ଡିସେମ୍ବର, ୨୦୧୭: [10, 61, 240, 80]
